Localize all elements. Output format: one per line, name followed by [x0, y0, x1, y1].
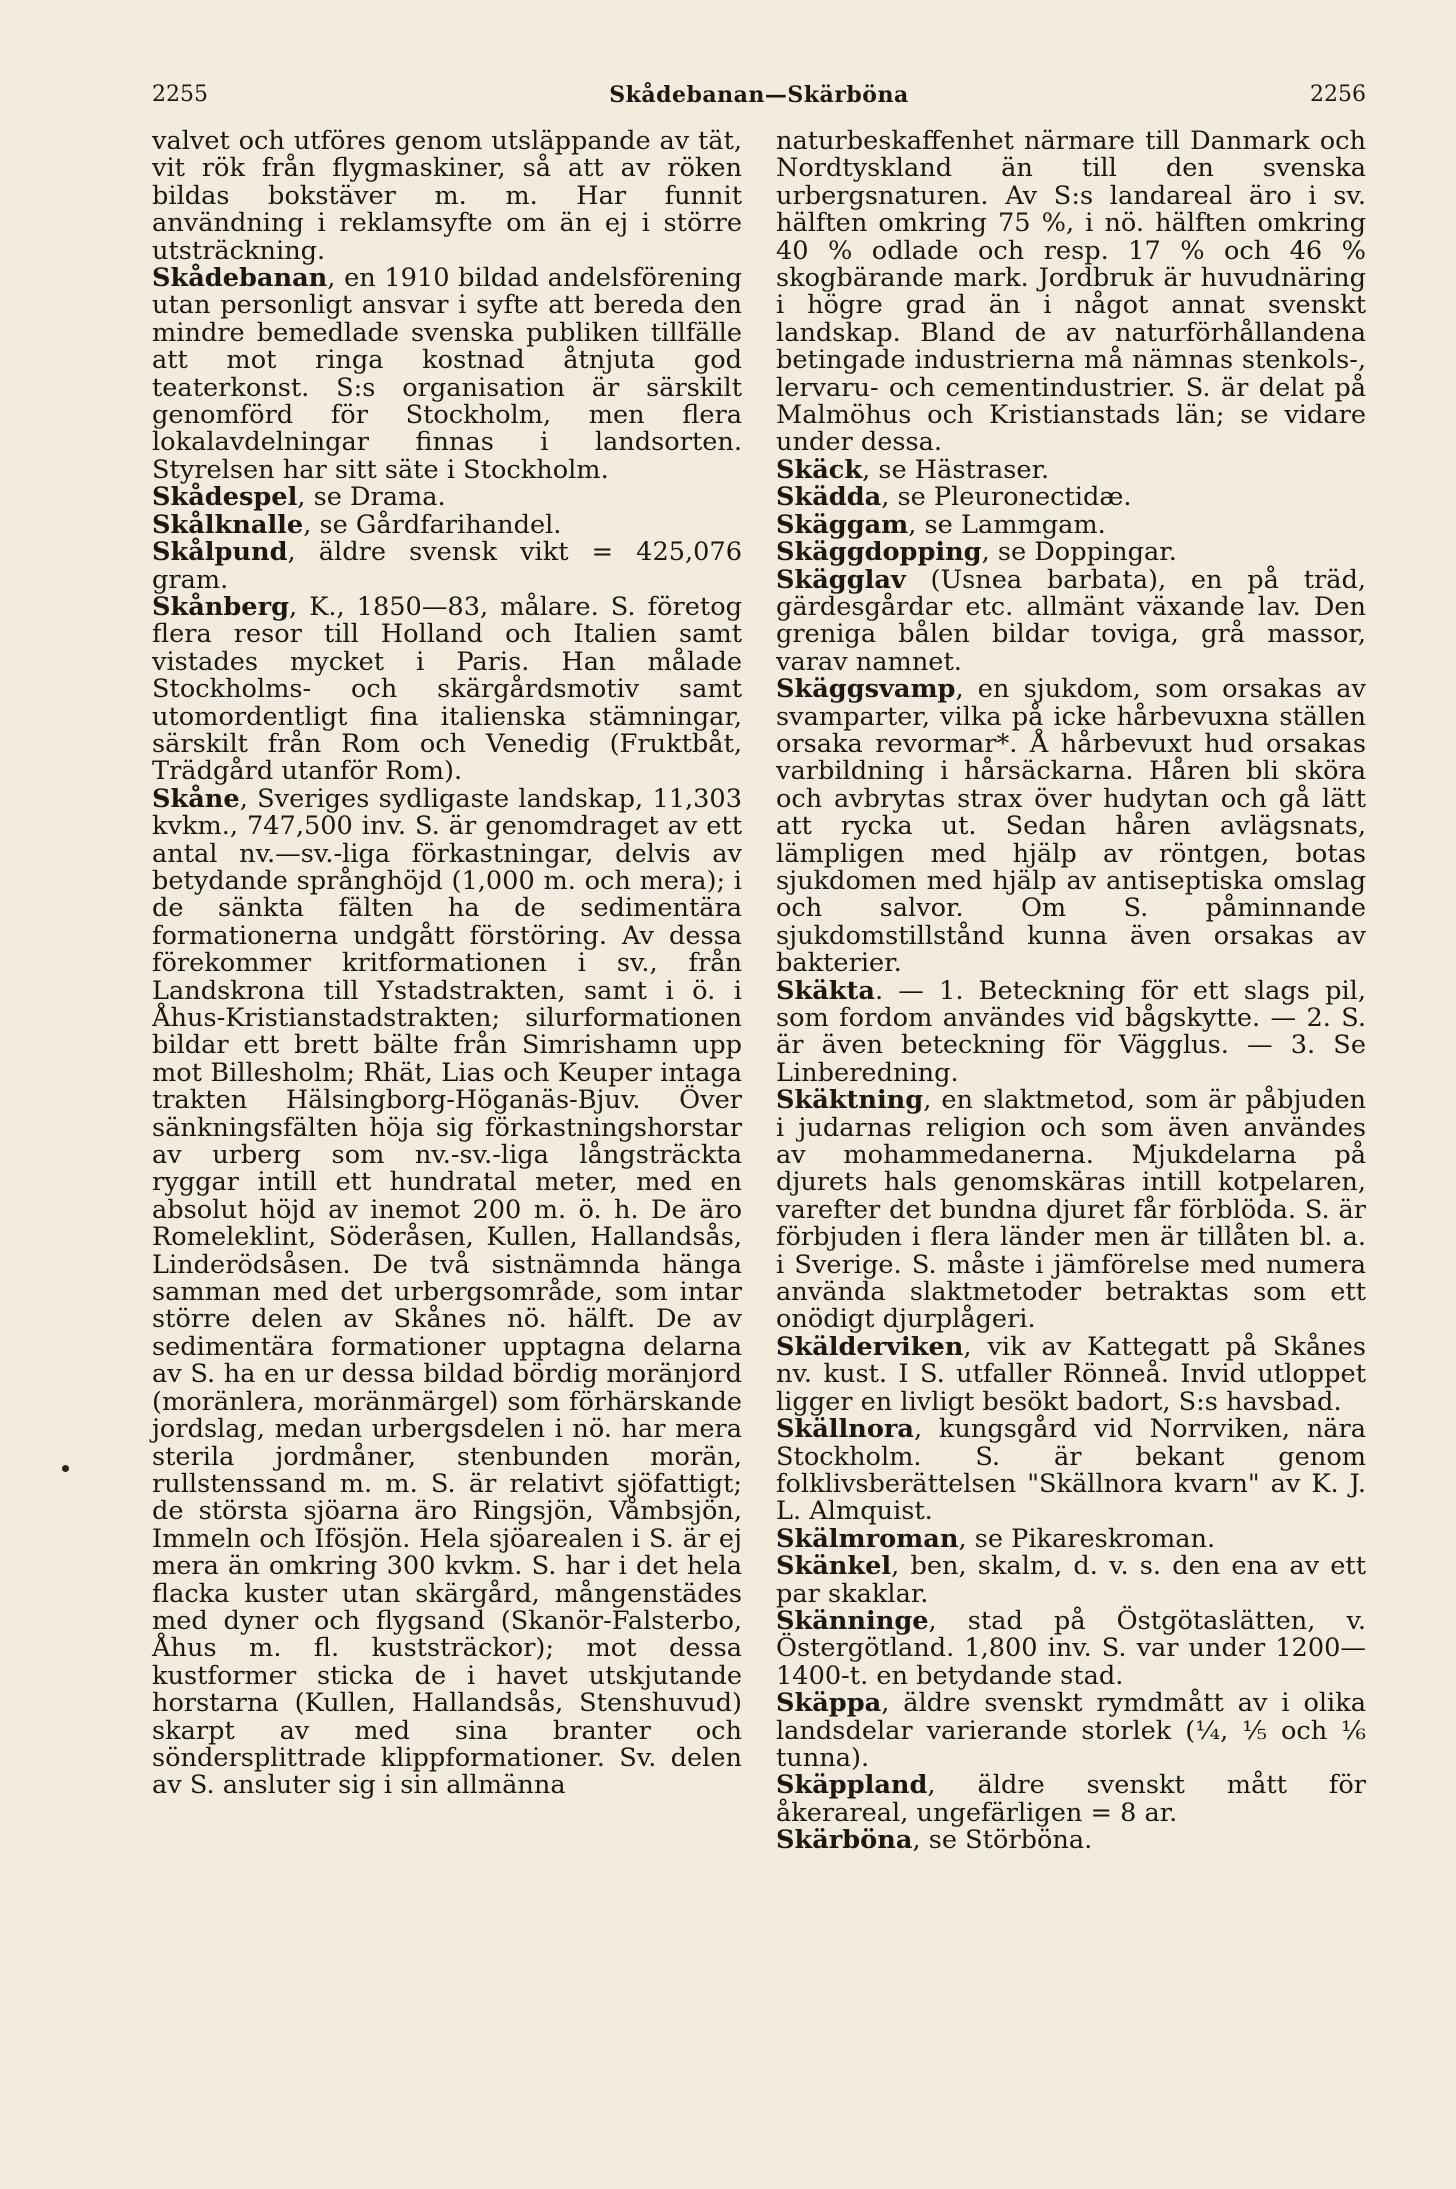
headword: Skägglav [776, 564, 906, 595]
entry [776, 1553, 1366, 1608]
entry [776, 1523, 1366, 1554]
entry [776, 1827, 1366, 1854]
entry-text: , se Hästraser. [862, 454, 1050, 485]
entry-text: , se Pleuronectidæ. [881, 482, 1132, 513]
running-title: Skådebanan—Skärböna [609, 82, 909, 108]
entry-text: , Sveriges sydligaste landskap, 11,303 kvkm., 747,500 inv. S. är genomdraget av ett antal nv.—sv.-liga förkastningar, delvis av betydande språnghöjd (1,000 m. och mera); i de sänkta fälten ha de sedimentära formationerna undgått förstöring. Av dessa förekommer kritformationen i sv., från Landskrona till Ystadstrakten, samt i ö. i Åhus-Kristianstadstrakten; silurformationen bildar ett brett bälte från Simrishamn upp mot Billesholm; Rhät, Lias och Keuper intaga trakten Hälsingborg-Höganäs-Bjuv. Över sänkningsfälten höja sig förkastningshorstar av urberg som nv.-sv.-liga långsträckta ryggar intill ett hundratal meter, med en absolut höjd av inemot 200 m. ö. h. De äro Romeleklint, Söderåsen, Kullen, Hallandsås, Linderödsåsen. De två sistnämnda hänga samman med det urbergsområde, som intar större delen av Skånes nö. hälft. De av sedimentära formationer upptagna delarna av S. ha en ur dessa bildad bördig moränjord (moränlera, moränmärgel) som förhärskande jordslag, medan urbergsdelen i nö. har mera sterila jordmåner, stenbunden morän, rullstenssand m. m. S. är relativt sjöfattigt; de största sjöarna äro Ringsjön, Våmbsjön, Immeln och Ifösjön. Hela sjöarealen i S. är ej mera än omkring 300 kvkm. S. har i det hela flacka kuster utan skärgård, mångenstädes med dyner och flygsand (Skanör-Falsterbo, Åhus m. fl. kuststräckor); mot dessa kustformer sticka de i havet utskjutande horstarna (Kullen, Hallandsås, Stenshuvud) skarpt av med sina branter och söndersplittrade klippformationer. Sv. delen av S. ansluter sig i sin allmänna [152, 783, 742, 1801]
left-column [152, 128, 742, 1800]
entry-text: , se Lammgam. [908, 509, 1106, 540]
headword: Skäck [776, 454, 863, 485]
headword: Skäggam [776, 509, 909, 540]
entry-text: (Usnea barbata), en på träd, gärdesgårdar etc. allmänt växande lav. Den greniga bålen bildar toviga, grå massor, varav namnet. [776, 564, 1366, 677]
entry [776, 1605, 1366, 1691]
entry [776, 1416, 1366, 1526]
entry [776, 676, 1366, 977]
entry-text: , äldre svenskt rymdmått av i olika landsdelar varierande storlek (¼, ⅕ och ⅙ tunna). [776, 1688, 1366, 1773]
headword: Skäggsvamp [776, 674, 956, 705]
entry-text: , se Pikareskroman. [958, 1523, 1216, 1554]
entry-text: naturbeskaffenhet närmare till Danmark och Nordtyskland än till den svenska urbergsnaturen. Av S:s landareal äro i sv. hälften omkring 75 %, i nö. hälften omkring 40 % odlade och resp. 17 % och 46 % skogbärande mark. Jordbruk är huvudnäring i högre grad än i något annat svenskt landskap. Bland de av naturförhållandena betingade industrierna må nämnas stenkols-, lervaru- och cementindustrier. S. är delat på Malmöhus och Kristianstads län; se vidare under dessa. [776, 126, 1366, 458]
entry-text: , äldre svenskt mått för åkerareal, ungefärligen = 8 ar. [776, 1770, 1366, 1828]
entry-text: , en slaktmetod, som är påbjuden i judarnas religion och som även användes av mohammedanerna. Mjukdelarna på djurets hals genomskäras intill kotpelaren, varefter det bundna djuret får förblöda. S. är förbjuden i flera länder men är tillåten bl. a. i Sverige. S. måste i jämförelse med numera använda slaktmetoder betraktas som ett onödigt djurplågeri. [776, 1085, 1366, 1335]
page-header [152, 82, 1366, 116]
entry [152, 265, 742, 484]
right-column [776, 128, 1366, 1855]
entry-text: , se Gårdfarihandel. [303, 509, 562, 540]
headword: Skänninge [776, 1605, 929, 1636]
entry-text: . — 1. Beteckning för ett slags pil, som fordom användes vid bågskytte. — 2. S. är även beteckning för Vägglus. — 3. Se Linberedning. [776, 975, 1366, 1088]
entry-text: , en 1910 bildad andelsförening utan personligt ansvar i syfte att bereda den mindre bemedlade svenska publiken tillfälle att mot ringa kostnad åtnjuta god teaterkonst. S:s organisation är särskilt genomförd för Stockholm, men flera lokalavdelningar finnas i landsorten. Styrelsen har sitt säte i Stockholm. [152, 263, 742, 485]
entry [776, 1331, 1366, 1417]
headword: Skäktning [776, 1085, 924, 1116]
headword: Skädda [776, 482, 882, 513]
entry [152, 783, 742, 1801]
headword: Skänkel [776, 1551, 892, 1582]
headword: Skäppa [776, 1688, 882, 1719]
headword: Skärböna [776, 1825, 913, 1856]
entry [776, 1087, 1366, 1334]
headword: Skäppland [776, 1770, 928, 1801]
entry [152, 539, 742, 594]
headword: Skålpund [152, 537, 288, 568]
page-number-left: 2255 [152, 82, 208, 107]
headword: Skådespel [152, 482, 298, 513]
entry-text: , K., 1850—83, målare. S. företog flera resor till Holland och Italien samt vistades mycket i Paris. Han målade Stockholms- och skärgårdsmotiv samt utomordentligt fina italienska stämningar, särskilt från Rom och Venedig (Fruktbåt, Trädgård utanför Rom). [152, 591, 742, 787]
entry [776, 454, 1366, 485]
headword: Skälderviken [776, 1331, 964, 1362]
entry-text: , se Störböna. [912, 1825, 1093, 1856]
entry-text: , se Drama. [297, 482, 446, 513]
headword: Skålknalle [152, 509, 304, 540]
entry [776, 509, 1366, 540]
entry-text: , kungsgård vid Norrviken, nära Stockholm. S. är bekant genom folklivsberättelsen "Skällnora kvarn" av K. J. L. Almquist. [776, 1414, 1366, 1527]
headword: Skälmroman [776, 1523, 959, 1554]
entry [776, 1690, 1366, 1772]
headword: Skånberg [152, 591, 289, 622]
entry-text: , se Doppingar. [981, 537, 1177, 568]
entry [152, 128, 742, 265]
entry-text: , vik av Kattegatt på Skånes nv. kust. I S. utfaller Rönneå. Invid utloppet ligger en livligt besökt badort, S:s havsbad. [776, 1331, 1366, 1417]
entry [776, 128, 1366, 457]
entry [776, 484, 1366, 511]
entry-text: , en sjukdom, som orsakas av svamparter, vilka på icke hårbevuxna ställen orsaka revormar*. Å hårbevuxt hud orsakas varbildning i hårsäckarna. Håren bli sköra och avbrytas strax över hudytan och gå lätt att rycka ut. Sedan håren avlägsnats, lämpligen med hjälp av röntgen, botas sjukdomen med hjälp av antiseptiska omslag och salvor. Om S. påminnande sjukdomstillstånd kunna även orsakas av bakterier. [776, 674, 1366, 979]
entry [776, 564, 1366, 677]
entry [776, 539, 1366, 566]
headword: Skådebanan [152, 263, 328, 294]
entry [776, 975, 1366, 1088]
entry-text: , äldre svensk vikt = 425,076 gram. [152, 537, 742, 595]
headword: Skåne [152, 783, 240, 814]
entry [776, 1772, 1366, 1827]
headword: Skäkta [776, 975, 875, 1006]
headword: Skäggdopping [776, 537, 982, 568]
entry [152, 484, 742, 511]
headword: Skällnora [776, 1414, 914, 1445]
entry-text: , ben, skalm, d. v. s. den ena av ett par skaklar. [776, 1551, 1366, 1609]
margin-mark [62, 1465, 69, 1472]
entry [152, 591, 742, 787]
entry-text: , stad på Östgötaslätten, v. Östergötland. 1,800 inv. S. var under 1200—1400-t. en betydande stad. [776, 1605, 1366, 1691]
entry-text: valvet och utföres genom utsläppande av tät, vit rök från flygmaskiner, så att av röken bildas bokstäver m. m. Har funnit användning i reklamsyfte om än ej i större utsträckning. [152, 126, 742, 266]
page-number-right: 2256 [1310, 82, 1366, 107]
entry [152, 509, 742, 540]
